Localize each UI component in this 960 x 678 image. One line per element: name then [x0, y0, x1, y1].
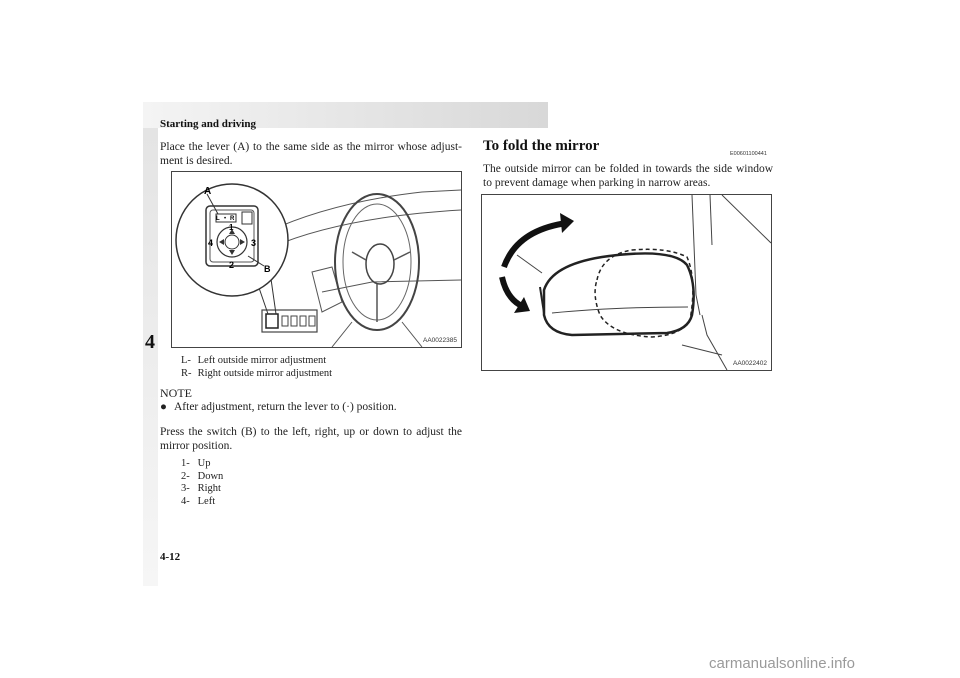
mirror-fold-figure — [481, 194, 772, 371]
legend-row-l: L- Left outside mirror adjustment — [181, 355, 327, 366]
legend-row-r: R- Right outside mirror adjustment — [181, 367, 333, 379]
legend-row-4: 4- Left — [181, 495, 216, 507]
label-4: 4 — [208, 238, 214, 248]
legend-row-3: 3- Right — [181, 483, 221, 494]
figure1-id: AA0022385 — [423, 337, 457, 344]
label-b: B — [264, 264, 271, 274]
page-number: 4-12 — [160, 551, 181, 563]
watermark: carmanualsonline.info — [709, 655, 855, 672]
label-3: 3 — [251, 238, 257, 248]
switch-paragraph: Press the switch (B) to the left, right, up or down to adjust the mirror position. — [160, 426, 462, 452]
label-l: L — [216, 216, 220, 222]
label-r: R — [230, 216, 235, 222]
mirror-control-illustration — [172, 172, 461, 347]
label-2: 2 — [229, 260, 235, 270]
note-label: NOTE — [160, 386, 192, 400]
section-code: E00601100441 — [730, 151, 767, 157]
chapter-tab — [143, 128, 158, 586]
legend-row-1: 1- Up — [181, 458, 211, 469]
mirror-control-figure — [171, 171, 462, 348]
note-bullet: ● — [160, 401, 167, 413]
legend-row-2: 2- Down — [181, 470, 224, 482]
label-a: A — [204, 186, 212, 197]
fold-mirror-title: To fold the mirror — [483, 138, 600, 154]
mirror-fold-illustration — [482, 195, 771, 370]
label-dot: • — [224, 216, 227, 222]
lever-legend — [181, 355, 332, 380]
figure2-id: AA0022402 — [733, 360, 767, 367]
intro-paragraph: Place the lever (A) to the same side as the mirror whose adjust-ment is desired. — [160, 141, 462, 167]
switch-legend — [181, 458, 223, 508]
section-title: Starting and driving — [160, 118, 256, 130]
note-text: After adjustment, return the lever to (·) position. — [174, 401, 397, 413]
label-1: 1 — [229, 223, 234, 232]
chapter-number: 4 — [145, 331, 155, 353]
note-item — [160, 401, 397, 413]
fold-paragraph: The outside mirror can be folded in towards the side window to prevent damage when parking in narrow areas. — [483, 163, 773, 189]
